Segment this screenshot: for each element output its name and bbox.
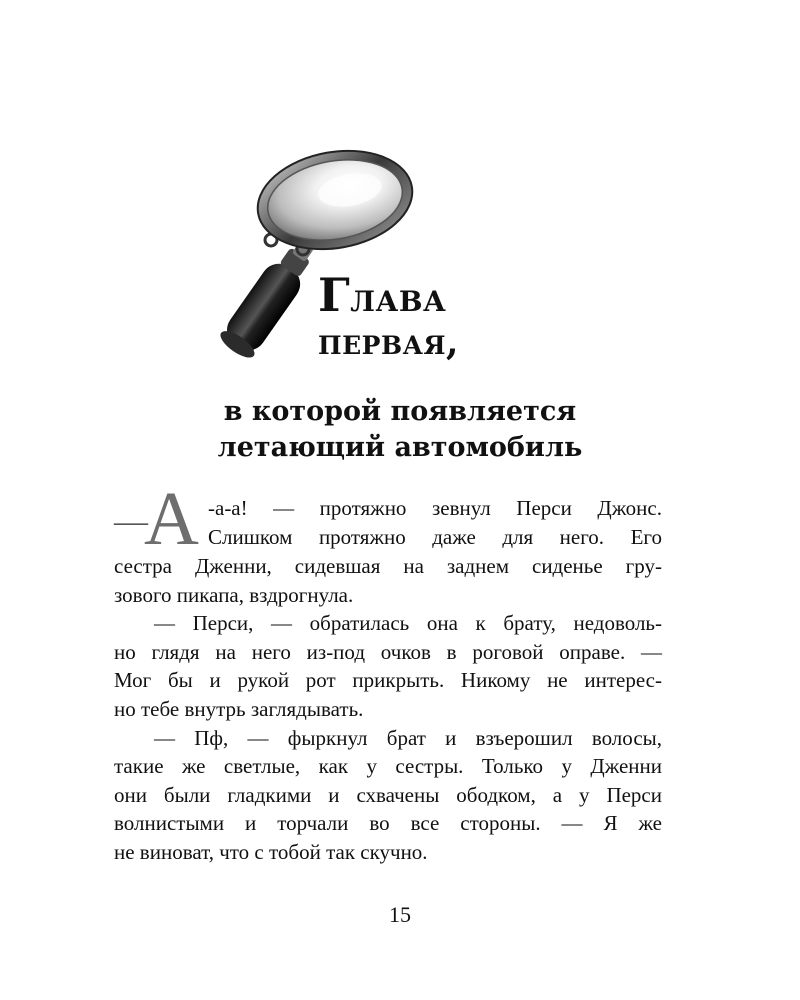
lead-dash: — [114, 503, 148, 540]
page-number: 15 [389, 902, 411, 927]
text-line: но тебе внутрь заглядывать. [114, 696, 364, 721]
text-line: -а-а! — протяжно зевнул Перси Джонс. [208, 496, 662, 520]
text-line: сестра Дженни, сидевшая на заднем сиденье гру- [114, 554, 662, 578]
first-lines [208, 494, 662, 551]
text-line: не виноват, что с тобой так скучно. [114, 839, 428, 864]
text-line: — Перси, — обратилась она к брату, недоволь- [154, 611, 662, 636]
chapter-title-line2: первая, [318, 321, 460, 363]
text-line: они были гладкими и схвачены ободком, а у Перси [114, 782, 662, 807]
chapter-title-capital: Г [318, 268, 351, 322]
chapter-title-line1 [318, 268, 459, 322]
chapter-title-word: лава [350, 274, 447, 321]
chapter-subtitle [0, 394, 800, 466]
text-line: — Пф, — фыркнул брат и взъерошил волосы, [154, 725, 662, 750]
chapter-subtitle-line2: летающий автомобиль [217, 432, 583, 463]
text-line: Мог бы и рукой рот прикрыть. Никому не интерес- [114, 668, 662, 693]
text-line: Слишком протяжно даже для него. Его [208, 524, 662, 549]
text-line: но глядя на него из-под очков в роговой оправе. — [114, 639, 662, 664]
text-line: такие же светлые, как у сестры. Только у Дженни [114, 754, 662, 779]
text-line: волнистыми и торчали во все стороны. — Я же [114, 811, 662, 836]
drop-cap-block [114, 477, 214, 561]
chapter-title [318, 268, 460, 363]
drop-cap-letter: А [144, 477, 199, 561]
body-text [114, 552, 662, 867]
chapter-subtitle-line1: в которой появляется [223, 396, 577, 427]
text-line: зового пикапа, вздрогнула. [114, 582, 354, 607]
